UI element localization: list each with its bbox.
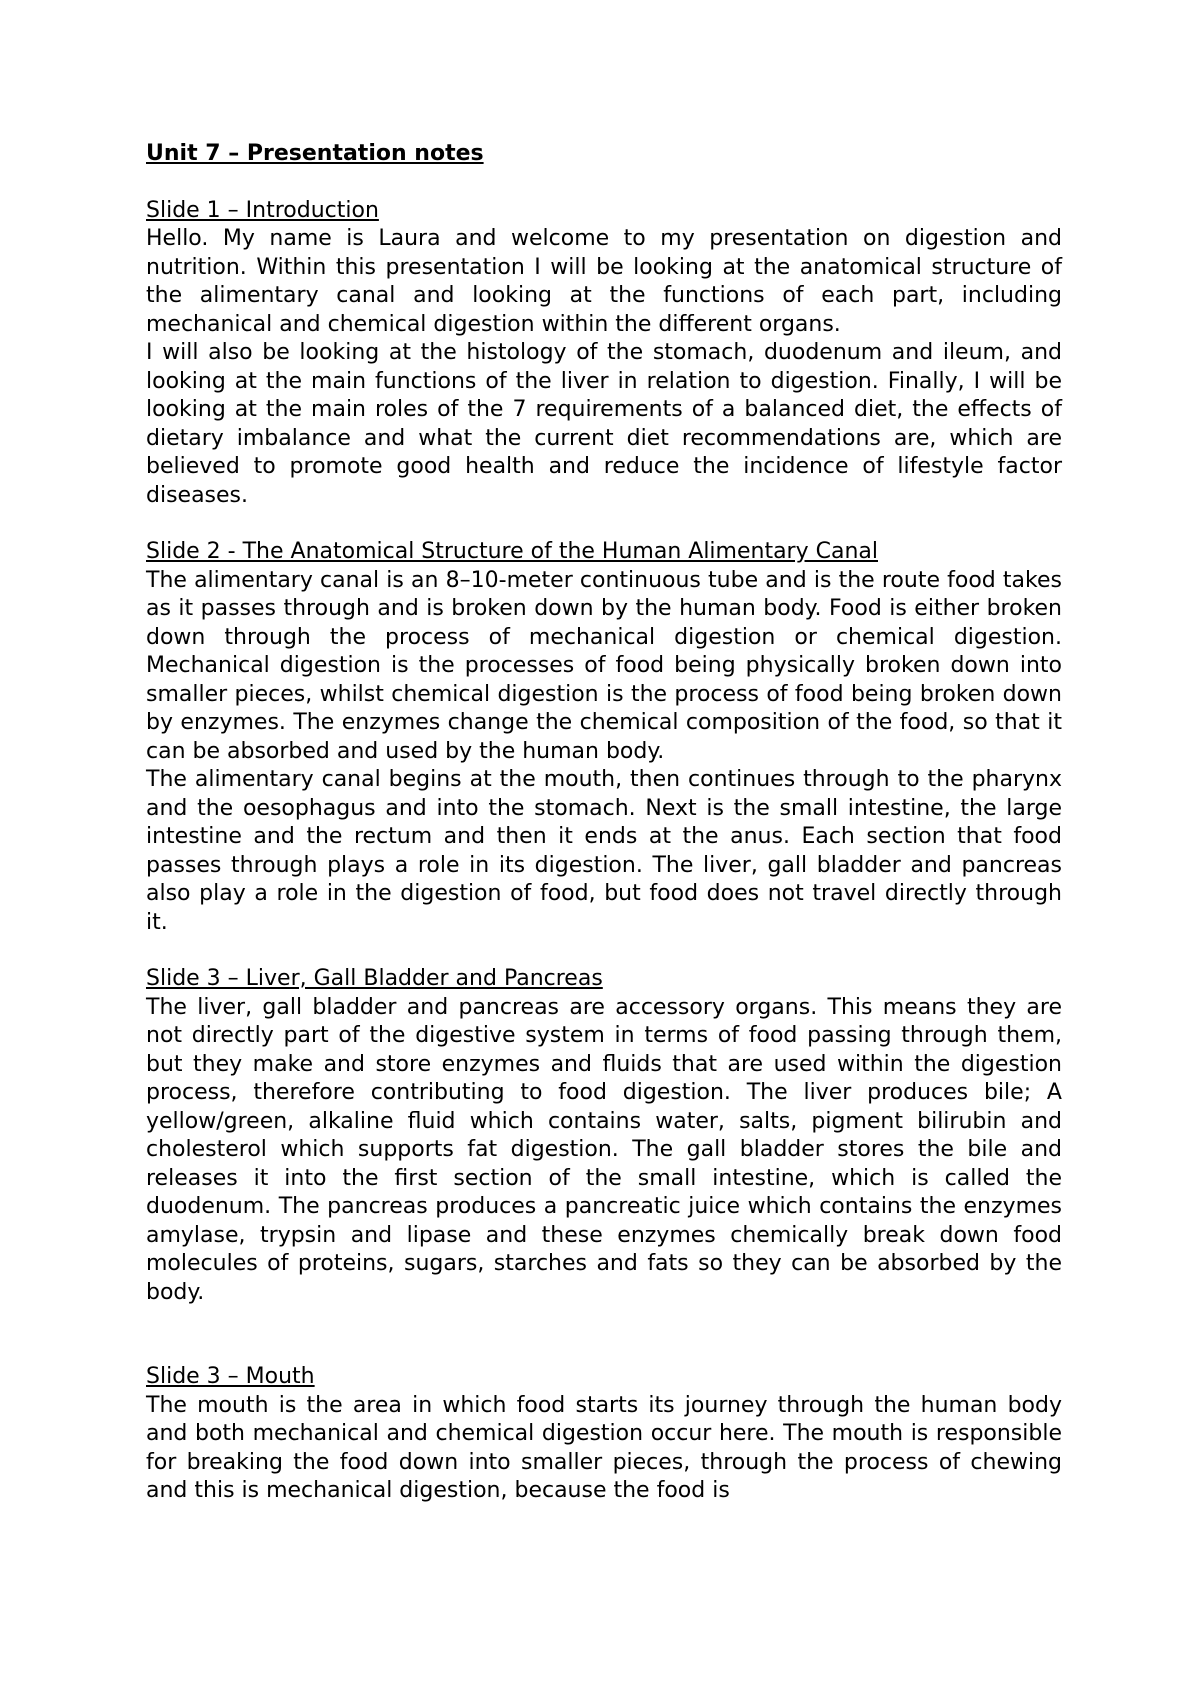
section-heading: Slide 3 – Mouth [146, 1364, 315, 1389]
section-slide-3-mouth [146, 1363, 1062, 1506]
paragraph: The alimentary canal is an 8–10-meter continuous tube and is the route food takes as it passes through and is broken down by the human body. Food is either broken down through the process of mechanical digestion or chemical digestion. Mechanical digestion is the processes of food being physically broken down into smaller pieces, whilst chemical digestion is the process of food being broken down by enzymes. The enzymes change the chemical composition of the food, so that it can be absorbed and used by the human body. [146, 567, 1062, 764]
section-heading: Slide 2 - The Anatomical Structure of the Human Alimentary Canal [146, 539, 878, 564]
document-page [146, 140, 1062, 1534]
section-slide-2-alimentary-canal [146, 538, 1062, 937]
paragraph: The alimentary canal begins at the mouth, then continues through to the pharynx and the oesophagus and into the stomach. Next is the small intestine, the large intestine and the rectum and then it ends at the anus. Each section that food passes through plays a role in its digestion. The liver, gall bladder and pancreas also play a role in the digestion of food, but food does not travel directly through it. [146, 767, 1062, 935]
paragraph: The liver, gall bladder and pancreas are accessory organs. This means they are not directly part of the digestive system in terms of food passing through them, but they make and store enzymes and fluids that are used within the digestion process, therefore contributing to food digestion. The liver produces bile; A yellow/green, alkaline fluid which contains water, salts, pigment bilirubin and cholesterol which supports fat digestion. The gall bladder stores the bile and releases it into the first section of the small intestine, which is called the duodenum. The pancreas produces a pancreatic juice which contains the enzymes amylase, trypsin and lipase and these enzymes chemically break down food molecules of proteins, sugars, starches and fats so they can be absorbed by the body. [146, 994, 1062, 1305]
section-heading: Slide 3 – Liver, Gall Bladder and Pancreas [146, 966, 603, 991]
paragraph: The mouth is the area in which food starts its journey through the human body and both mechanical and chemical digestion occur here. The mouth is responsible for breaking the food down into smaller pieces, through the process of chewing and this is mechanical digestion, because the food is [146, 1392, 1062, 1503]
paragraph: Hello. My name is Laura and welcome to my presentation on digestion and nutrition. Within this presentation I will be looking at the anatomical structure of the alimentary canal and looking at the functions of each part, including mechanical and chemical digestion within the different organs. [146, 226, 1062, 337]
paragraph: I will also be looking at the histology of the stomach, duodenum and ileum, and looking at the main functions of the liver in relation to digestion. Finally, I will be looking at the main roles of the 7 requirements of a balanced diet, the effects of dietary imbalance and what the current diet recommendations are, which are believed to promote good health and reduce the incidence of lifestyle factor diseases. [146, 340, 1062, 508]
section-slide-1-introduction [146, 197, 1062, 511]
section-heading: Slide 1 – Introduction [146, 197, 379, 223]
document-title: Unit 7 – Presentation notes [146, 141, 484, 166]
section-slide-3-accessory-organs [146, 965, 1062, 1307]
